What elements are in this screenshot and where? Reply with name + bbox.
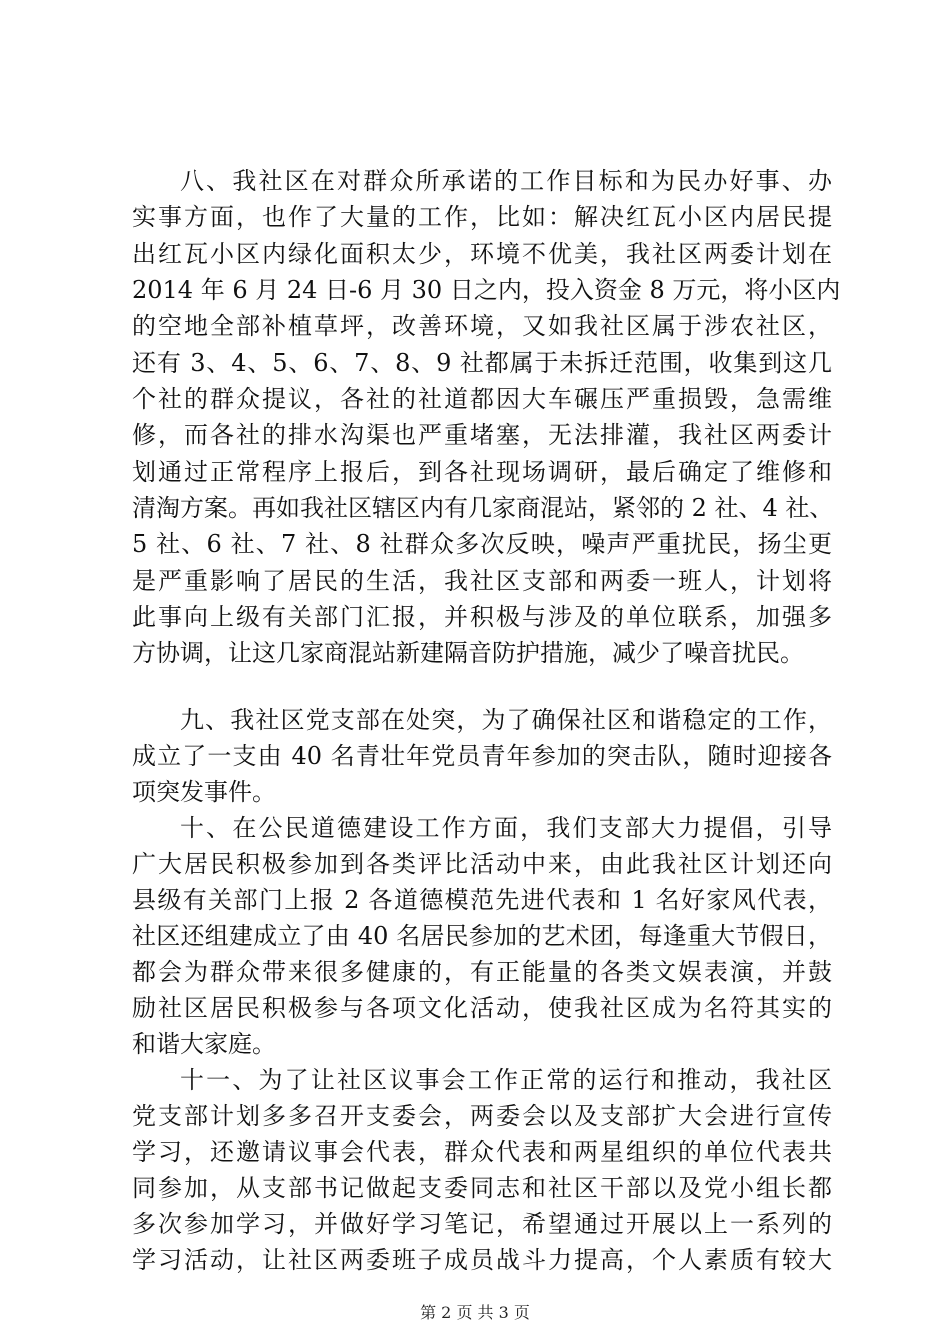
paragraph-line: 广大居民积极参加到各类评比活动中来，由此我社区计划还向 (132, 850, 832, 878)
paragraph-line: 社区还组建成立了由 40 名居民参加的艺术团，每逢重大节假日， (132, 922, 832, 950)
paragraph-line: 学习活动，让社区两委班子成员战斗力提高，个人素质有较大 (132, 1246, 832, 1274)
paragraph-line: 清淘方案。再如我社区辖区内有几家商混站，紧邻的 2 社、4 社、 (132, 494, 834, 522)
paragraph-line: 2014 年 6 月 24 日-6 月 30 日之内，投入资金 8 万元，将小区内 (132, 276, 841, 304)
paragraph-line: 是严重影响了居民的生活，我社区支部和两委一班人，计划将 (132, 567, 832, 595)
paragraph-line: 八、我社区在对群众所承诺的工作目标和为民办好事、办 (180, 167, 832, 195)
paragraph-line: 学习，还邀请议事会代表，群众代表和两星组织的单位代表共 (132, 1138, 832, 1166)
paragraph-line: 方协调，让这几家商混站新建隔音防护措施，减少了噪音扰民。 (132, 639, 804, 667)
page-footer: 第 2 页 共 3 页 (420, 1303, 530, 1322)
paragraph-line: 党支部计划多多召开支委会，两委会以及支部扩大会进行宣传 (132, 1102, 832, 1130)
paragraph-line: 九、我社区党支部在处突，为了确保社区和谐稳定的工作， (180, 706, 832, 734)
paragraph-line: 此事向上级有关部门汇报，并积极与涉及的单位联系，加强多 (132, 603, 832, 631)
paragraph-line: 励社区居民积极参与各项文化活动，使我社区成为名符其实的 (132, 994, 832, 1022)
paragraph-line: 项突发事件。 (132, 778, 276, 806)
paragraph-line: 修，而各社的排水沟渠也严重堵塞，无法排灌，我社区两委计 (132, 421, 832, 449)
paragraph-line: 5 社、6 社、7 社、8 社群众多次反映，噪声严重扰民，扬尘更 (132, 530, 832, 558)
paragraph-line: 实事方面，也作了大量的工作，比如：解决红瓦小区内居民提 (132, 203, 832, 231)
paragraph-line: 多次参加学习，并做好学习笔记，希望通过开展以上一系列的 (132, 1210, 832, 1238)
paragraph-line: 同参加，从支部书记做起支委同志和社区干部以及党小组长都 (132, 1174, 832, 1202)
paragraph-line: 都会为群众带来很多健康的，有正能量的各类文娱表演，并鼓 (132, 958, 832, 986)
paragraph-line: 划通过正常程序上报后，到各社现场调研，最后确定了维修和 (132, 458, 832, 486)
paragraph-line: 和谐大家庭。 (132, 1030, 276, 1058)
paragraph-line: 的空地全部补植草坪，改善环境，又如我社区属于涉农社区， (132, 312, 832, 340)
paragraph-line: 出红瓦小区内绿化面积太少，环境不优美，我社区两委计划在 (132, 240, 832, 268)
paragraph-line: 县级有关部门上报 2 各道德模范先进代表和 1 名好家风代表， (132, 886, 832, 914)
paragraph-line: 还有 3、4、5、6、7、8、9 社都属于未拆迁范围，收集到这几 (132, 349, 832, 377)
paragraph-line: 成立了一支由 40 名青壮年党员青年参加的突击队，随时迎接各 (132, 742, 832, 770)
paragraph-line: 十、在公民道德建设工作方面，我们支部大力提倡，引导 (180, 814, 832, 842)
paragraph-line: 个社的群众提议，各社的社道都因大车碾压严重损毁，急需维 (132, 385, 832, 413)
paragraph-line: 十一、为了让社区议事会工作正常的运行和推动，我社区 (180, 1066, 832, 1094)
